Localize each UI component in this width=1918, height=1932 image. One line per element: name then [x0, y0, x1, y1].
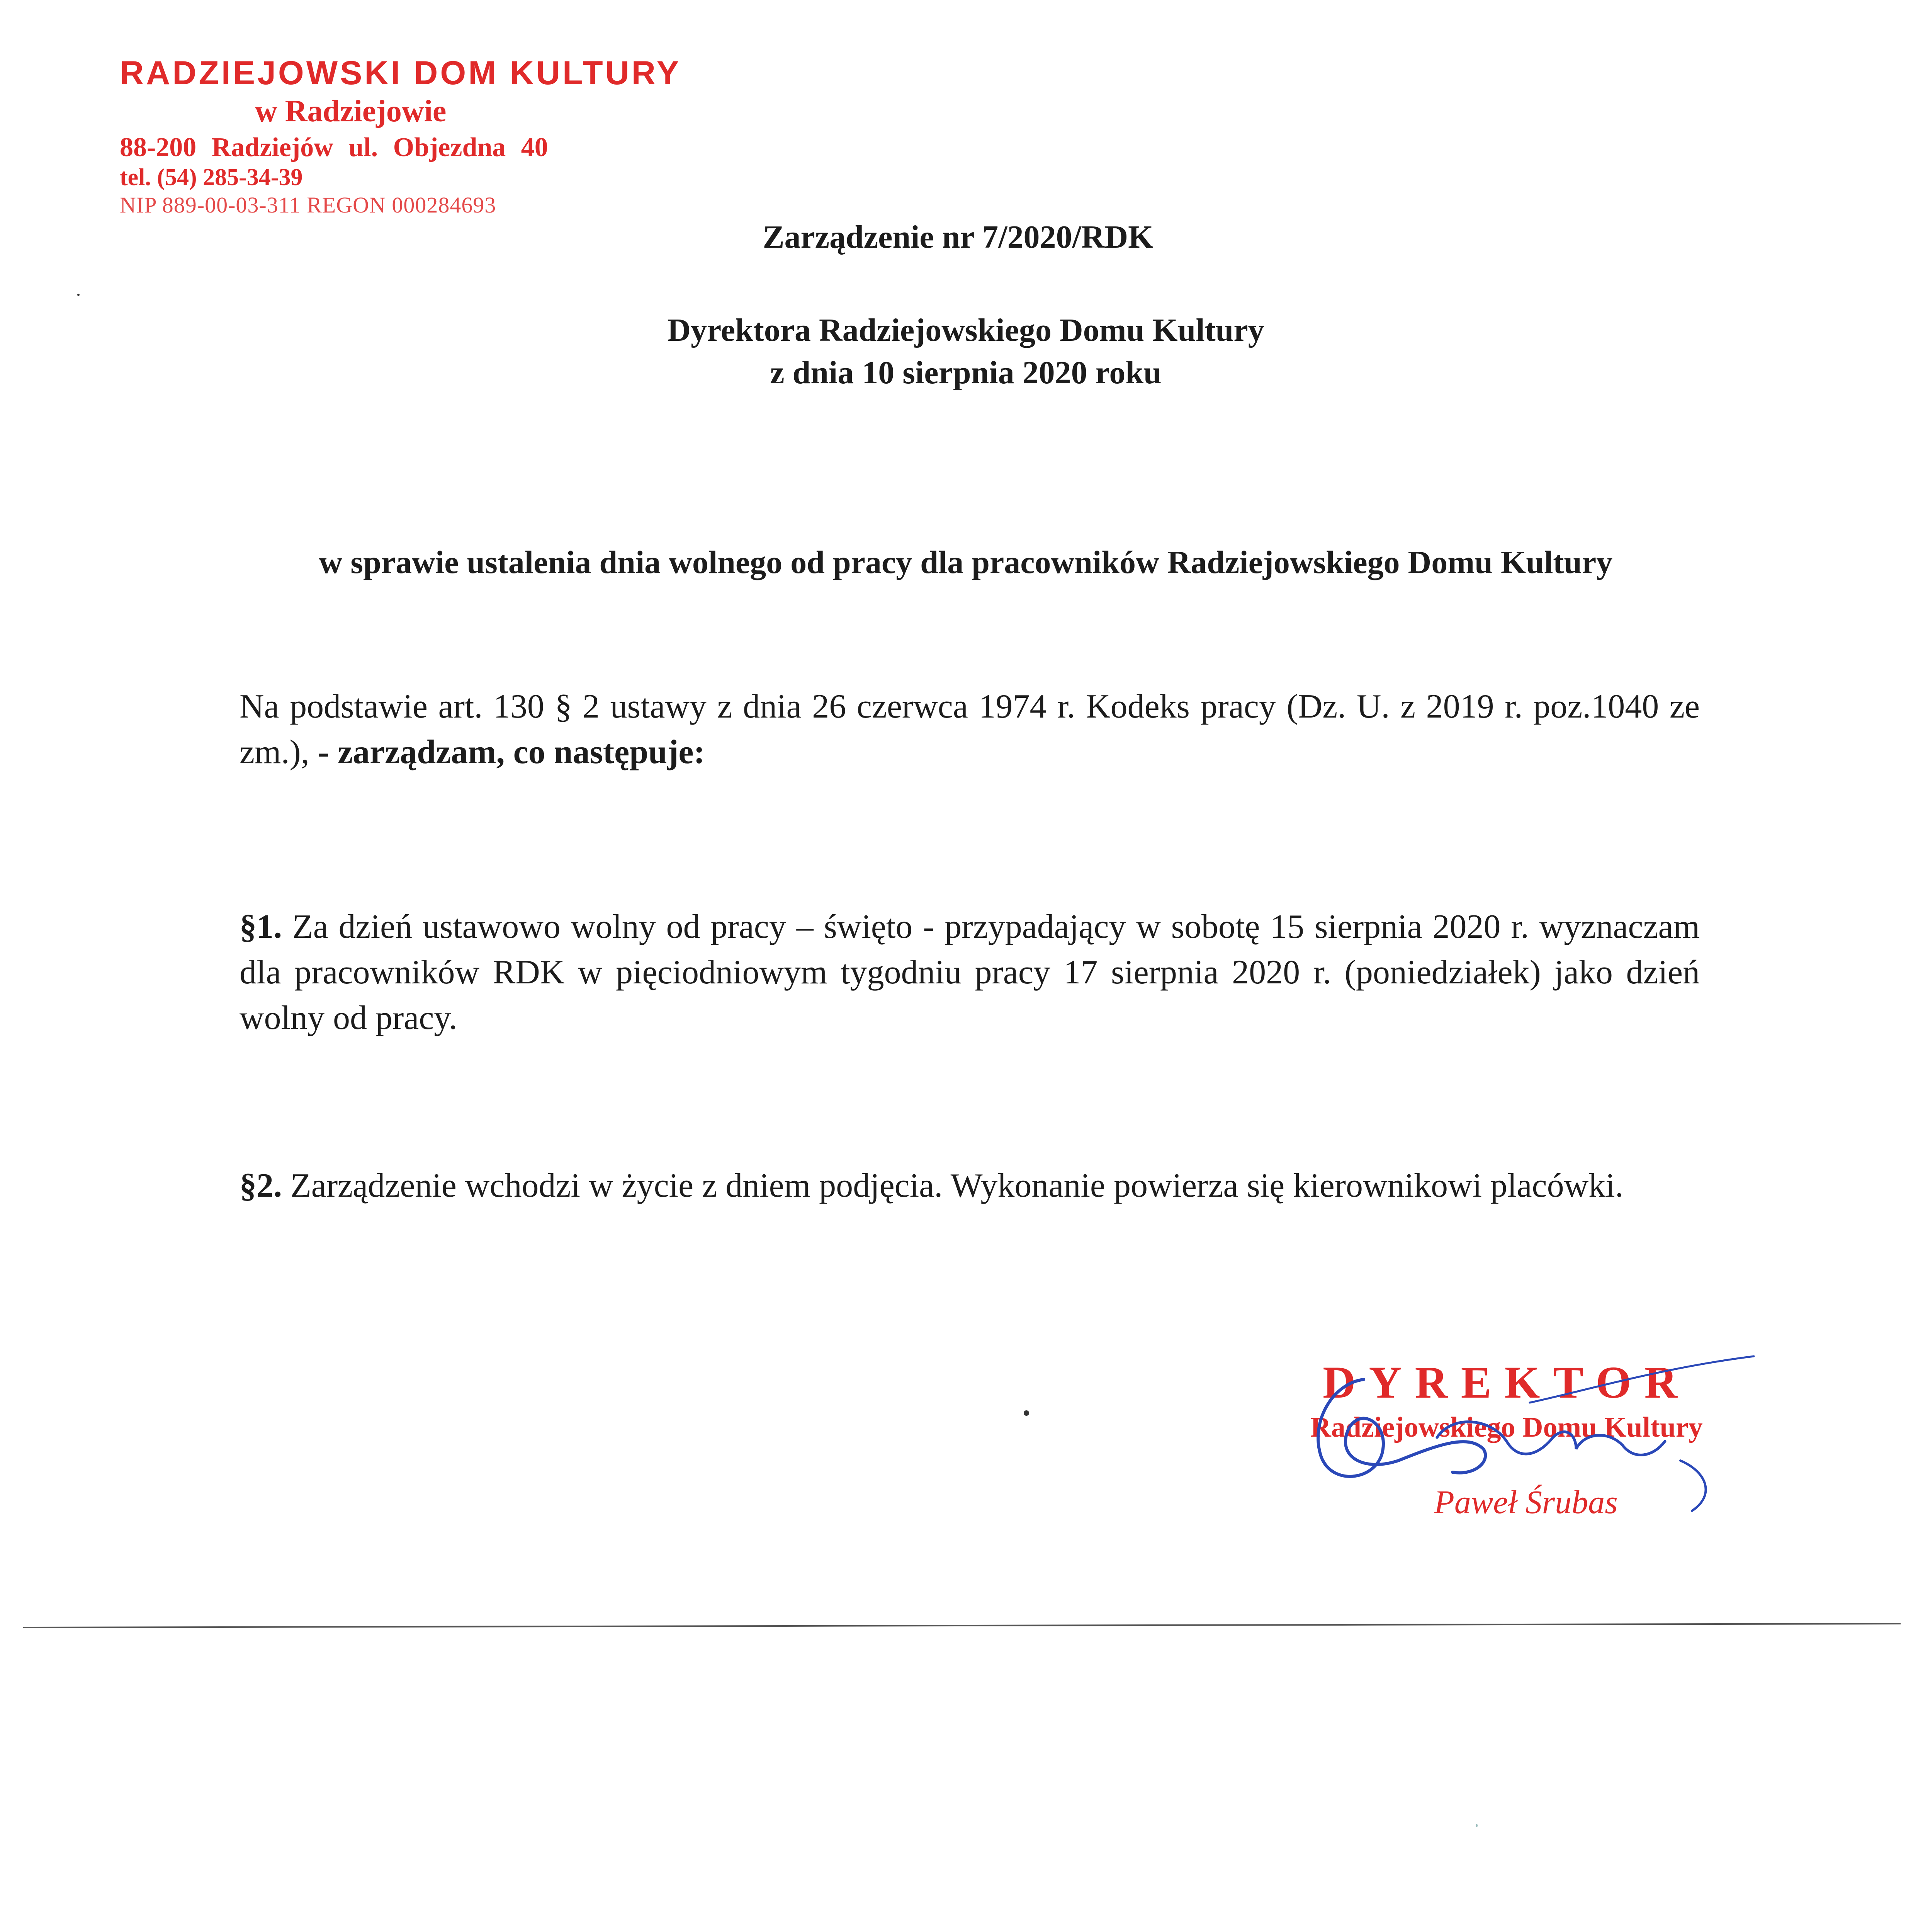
signature-role: DYREKTOR [1323, 1357, 1690, 1408]
scan-speck [1476, 1824, 1478, 1827]
stamp-city: w Radziejowie [255, 94, 447, 128]
scan-speck [77, 294, 80, 296]
section-2-label: §2. [240, 1167, 282, 1204]
section-1 [240, 904, 1700, 1041]
legal-basis-text: Na podstawie art. 130 § 2 ustawy z dnia 26 czerwca 1974 r. Kodeks pracy (Dz. U. z 2019 r. poz.1040 ze zm.), [240, 688, 1700, 771]
stamp-address: 88-200 Radziejów ul. Objezdna 40 [120, 133, 548, 162]
section-1-text: Za dzień ustawowo wolny od pracy – święto - przypadający w sobotę 15 sierpnia 2020 r. wyznaczam dla pracowników RDK w pięciodniowym tygodniu pracy 17 sierpnia 2020 r. (poniedziałek) jako dzień wolny od pracy. [240, 908, 1700, 1037]
document-issuer: Dyrektora Radziejowskiego Domu Kultury [667, 312, 1264, 348]
legal-basis-decree: - zarządzam, co następuje: [318, 733, 705, 771]
document-header [386, 309, 1545, 394]
legal-basis-paragraph [240, 684, 1700, 775]
document-title: Zarządzenie nr 7/2020/RDK [763, 219, 1154, 255]
stamp-institution-name: RADZIEJOWSKI DOM KULTURY [120, 54, 681, 92]
signature-name: Paweł Śrubas [1434, 1483, 1618, 1520]
document-subject: w sprawie ustalenia dnia wolnego od pracy dla pracowników Radziejowskiego Domu Kultury [319, 544, 1613, 580]
scan-fold-line [23, 1623, 1901, 1628]
section-1-label: §1. [240, 908, 282, 946]
stamp-tax-ids: NIP 889-00-03-311 REGON 000284693 [120, 192, 496, 218]
section-2-text: Zarządzenie wchodzi w życie z dniem podjęcia. Wykonanie powierza się kierownikowi placówki. [291, 1167, 1624, 1204]
stamp-phone: tel. (54) 285-34-39 [120, 164, 303, 190]
section-2 [240, 1163, 1700, 1209]
institution-stamp [120, 54, 681, 218]
handwritten-signature [1236, 1333, 1777, 1534]
scan-speck [1024, 1410, 1029, 1416]
signature-organization: Radziejowskiego Domu Kultury [1310, 1412, 1703, 1443]
document-date: z dnia 10 sierpnia 2020 roku [770, 355, 1162, 391]
